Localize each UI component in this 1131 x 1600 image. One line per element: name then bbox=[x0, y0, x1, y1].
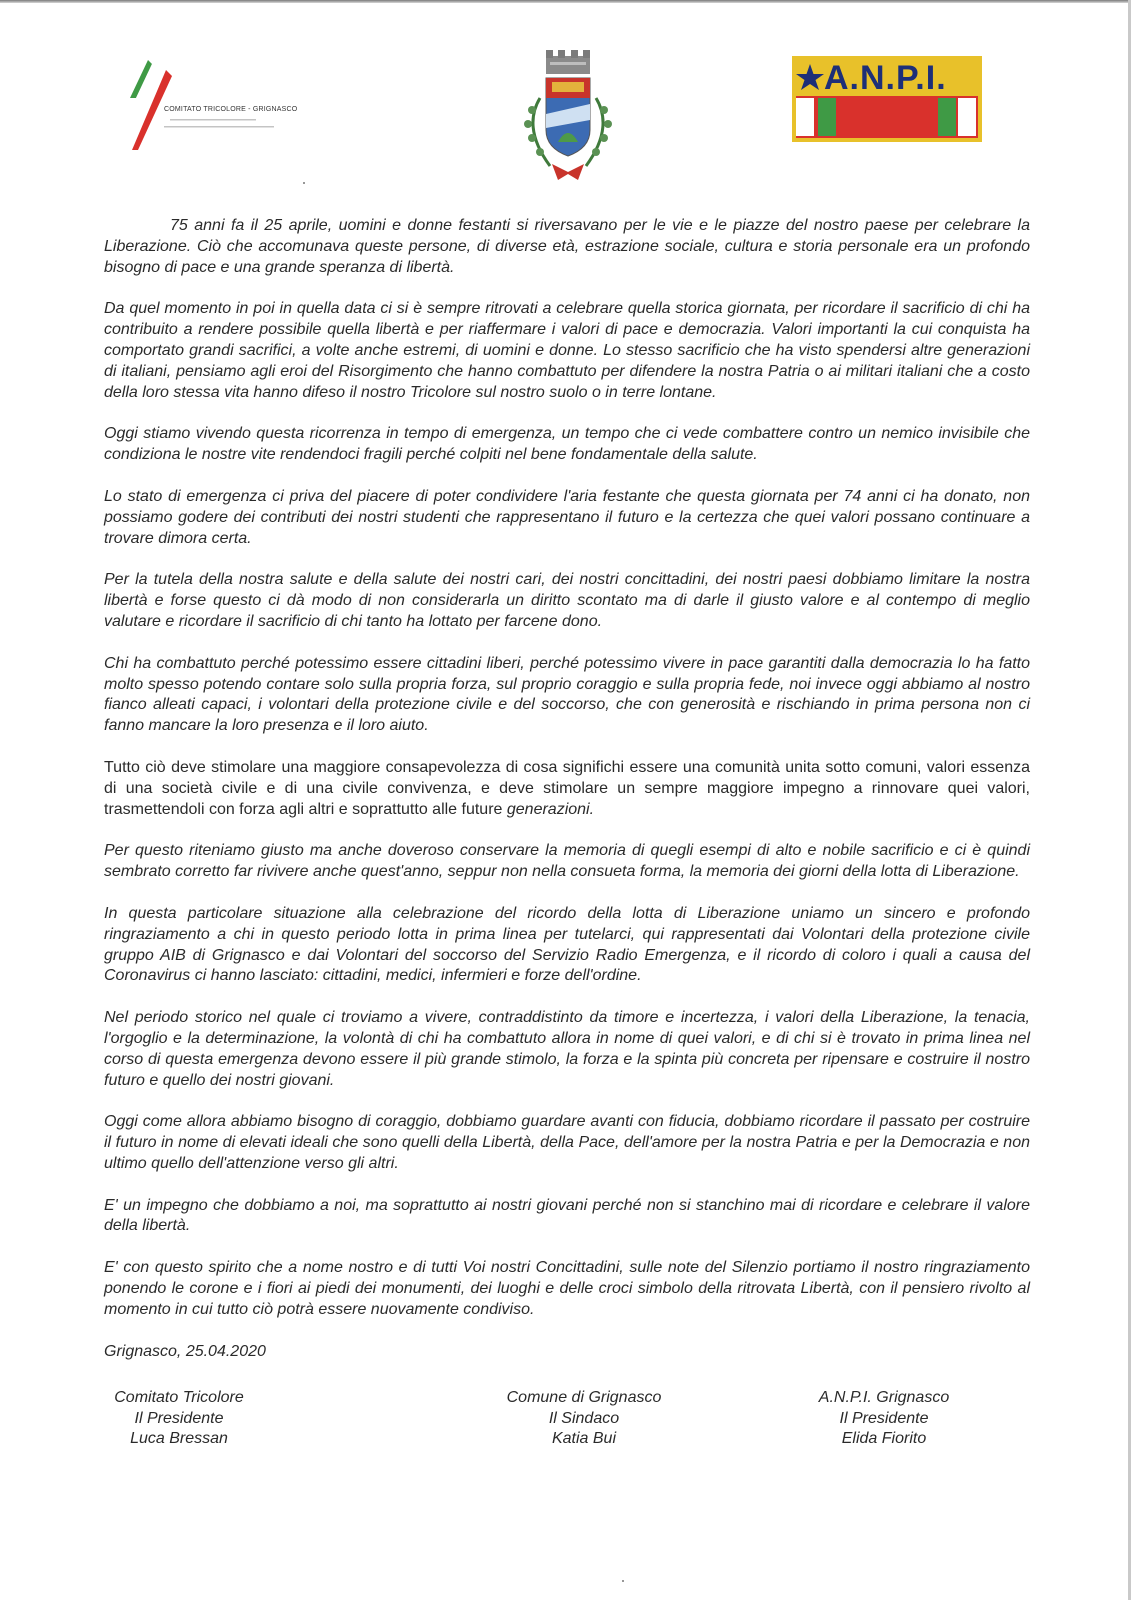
paragraph-4: Lo stato di emergenza ci priva del piacere di poter condividere l'aria festante che questa giornata per 74 anni ci ha donato, non possiamo godere dei contributi dei nostri studenti che rappresentano il futuro e la certezza che quei valori possano continuare a trovare dimora certa. bbox=[104, 487, 1030, 547]
paragraph-7-emphasis: generazioni. bbox=[506, 800, 595, 818]
comitato-logo-title: COMITATO TRICOLORE - GRIGNASCO bbox=[164, 106, 298, 113]
signature-comitato bbox=[104, 1388, 254, 1450]
signature-org: A.N.P.I. Grignasco bbox=[818, 1389, 950, 1407]
signature-role: Il Sindaco bbox=[548, 1409, 620, 1427]
paragraph-12: E' un impegno che dobbiamo a noi, ma soprattutto ai nostri giovani perché non si stanchino mai di ricordare e celebrare il valore della libertà. bbox=[104, 1196, 1030, 1235]
paragraph-10: Nel periodo storico nel quale ci troviamo a vivere, contraddistinto da timore e incertezza, i valori della Liberazione, la tenacia, l'orgoglio e la determinazione, la volontà di chi ha combattuto allora in nome di quei valori, e di chi si è trovato in prima linea nel corso di questa emergenza devono essere il più grande stimolo, la forza e la spinta più concreta per ripensare e costruire il nostro futuro e quello dei nostri giovani. bbox=[104, 1009, 1030, 1089]
signature-name: Luca Bressan bbox=[130, 1430, 228, 1448]
paragraph-7-text: Tutto ciò deve stimolare una maggiore consapevolezza di cosa significhi essere una comunità unita sotto comuni, valori essenza di una società civile e di una civile convivenza, e deve stimolare un sempre maggiore impegno a rinnovare quei valori, trasmettendoli con forza agli altri e soprattutto alle future bbox=[104, 758, 1030, 818]
signature-comune bbox=[484, 1388, 684, 1450]
paragraph-6: Chi ha combattuto perché potessimo essere cittadini liberi, perché potessimo vivere in pace garantiti dalla democrazia lo ha fatto molto spesso potendo contare solo sulla propria forza, sul proprio coraggio e sulla propria fede, noi invece oggi abbiamo al nostro fianco alleati capaci, i volontari della protezione civile e del soccorso, che con generosità e rischiando in prima persona non ci fanno mancare la loro presenza e il loro aiuto. bbox=[104, 654, 1030, 735]
signature-block bbox=[104, 1388, 1030, 1458]
letter-body bbox=[104, 216, 1030, 1458]
comune-grignasco-crest bbox=[512, 48, 624, 186]
paragraph-1: 75 anni fa il 25 aprile, uomini e donne festanti si riversavano per le vie e le piazze del nostro paese per celebrare la Liberazione. Ciò che accomunava queste persone, di diverse età, estrazione sociale, cultura e storia personale era un profondo bisogno di pace e una grande speranza di libertà. bbox=[104, 217, 1030, 276]
paragraph-2: Da quel momento in poi in quella data ci si è sempre ritrovati a celebrare quella storica giornata, per ricordare il sacrificio di chi ha contribuito a rendere possibile quella libertà e per riaffermare i valori di pace e democrazia. Valori importanti la cui conquista ha comportato grandi sacrifici, a volte anche estremi, di uomini e donne. Lo stesso sacrificio che ha visto spendersi altre generazioni di italiani, pensiamo agli eroi del Risorgimento che hanno combattuto per difendere la nostra Patria o ai militari italiani che a costo della loro stessa vita hanno difeso il nostro Tricolore sul nostro suolo o in terre lontane. bbox=[104, 300, 1030, 401]
signature-org: Comitato Tricolore bbox=[114, 1389, 244, 1407]
signature-anpi bbox=[804, 1388, 964, 1450]
illegible-subtitle-lines bbox=[164, 117, 284, 131]
paragraph-9: In questa particolare situazione alla celebrazione del ricordo della lotta di Liberazione uniamo un sincero e profondo ringraziamento a chi in questo periodo lotta in prima linea per tutelarci, qui rappresentati dai Volontari della protezione civile gruppo AIB di Grignasco e dai Volontari del soccorso del Servizio Radio Emergenza, e il ricordo di coloro i quali a causa del Coronavirus ci hanno lasciato: cittadini, medici, infermieri e forze dell'ordine. bbox=[104, 904, 1030, 985]
paragraph-5: Per la tutela della nostra salute e della salute dei nostri cari, dei nostri concittadini, dei nostri paesi dobbiamo limitare la nostra libertà e forse questo ci dà modo di non considerarla un diritto scontato ma di darle il giusto valore e al contempo di meglio valutare e ricordare il sacrificio di chi tanto ha lottato per farcene dono. bbox=[104, 571, 1030, 630]
signature-org: Comune di Grignasco bbox=[506, 1389, 662, 1407]
scan-edge-top bbox=[0, 0, 1131, 3]
anpi-logo bbox=[792, 56, 982, 142]
paragraph-3: Oggi stiamo vivendo questa ricorrenza in tempo di emergenza, un tempo che ci vede combattere contro un nemico invisibile che condiziona le nostre vite rendendoci fragili perché colpiti nel bene fondamentale della salute. bbox=[104, 425, 1030, 464]
signature-name: Elida Fiorito bbox=[841, 1430, 927, 1448]
paragraph-7 bbox=[104, 758, 1030, 820]
paragraph-11: Oggi come allora abbiamo bisogno di coraggio, dobbiamo guardare avanti con fiducia, dobbiamo ricordare il passato per costruire il futuro in nome di elevati ideali che sono quelli della Libertà, della Pace, dell'amore per la nostra Patria e per la Democrazia e non ultimo quello dell'attenzione verso gli altri. bbox=[104, 1113, 1030, 1172]
scan-speck bbox=[303, 182, 305, 184]
scan-speck bbox=[622, 1580, 624, 1582]
anpi-logo-text: A.N.P.I. bbox=[824, 59, 947, 97]
signature-role: Il Presidente bbox=[134, 1409, 224, 1427]
paragraph-13: E' con questo spirito che a nome nostro e di tutti Voi nostri Concittadini, sulle note del Silenzio portiamo il nostro ringraziamento ponendo le corone e i fiori ai piedi dei monumenti, dei luoghi e delle croci simbolo della ritrovata Libertà, con il pensiero rivolto al momento in cui tutto ciò potrà essere nuovamente condiviso. bbox=[104, 1259, 1030, 1318]
signature-role: Il Presidente bbox=[839, 1409, 929, 1427]
signature-name: Katia Bui bbox=[551, 1430, 617, 1448]
comitato-tricolore-logo bbox=[128, 58, 318, 158]
paragraph-8: Per questo riteniamo giusto ma anche doveroso conservare la memoria di quegli esempi di alto e nobile sacrificio e ci è quindi sembrato corretto far rivivere anche quest'anno, seppur non nella consueta forma, la memoria dei giorni della lotta di Liberazione. bbox=[104, 842, 1030, 881]
date-line: Grignasco, 25.04.2020 bbox=[104, 1342, 266, 1360]
crest-icon bbox=[512, 48, 624, 186]
comitato-logo-subtitle bbox=[164, 117, 297, 132]
